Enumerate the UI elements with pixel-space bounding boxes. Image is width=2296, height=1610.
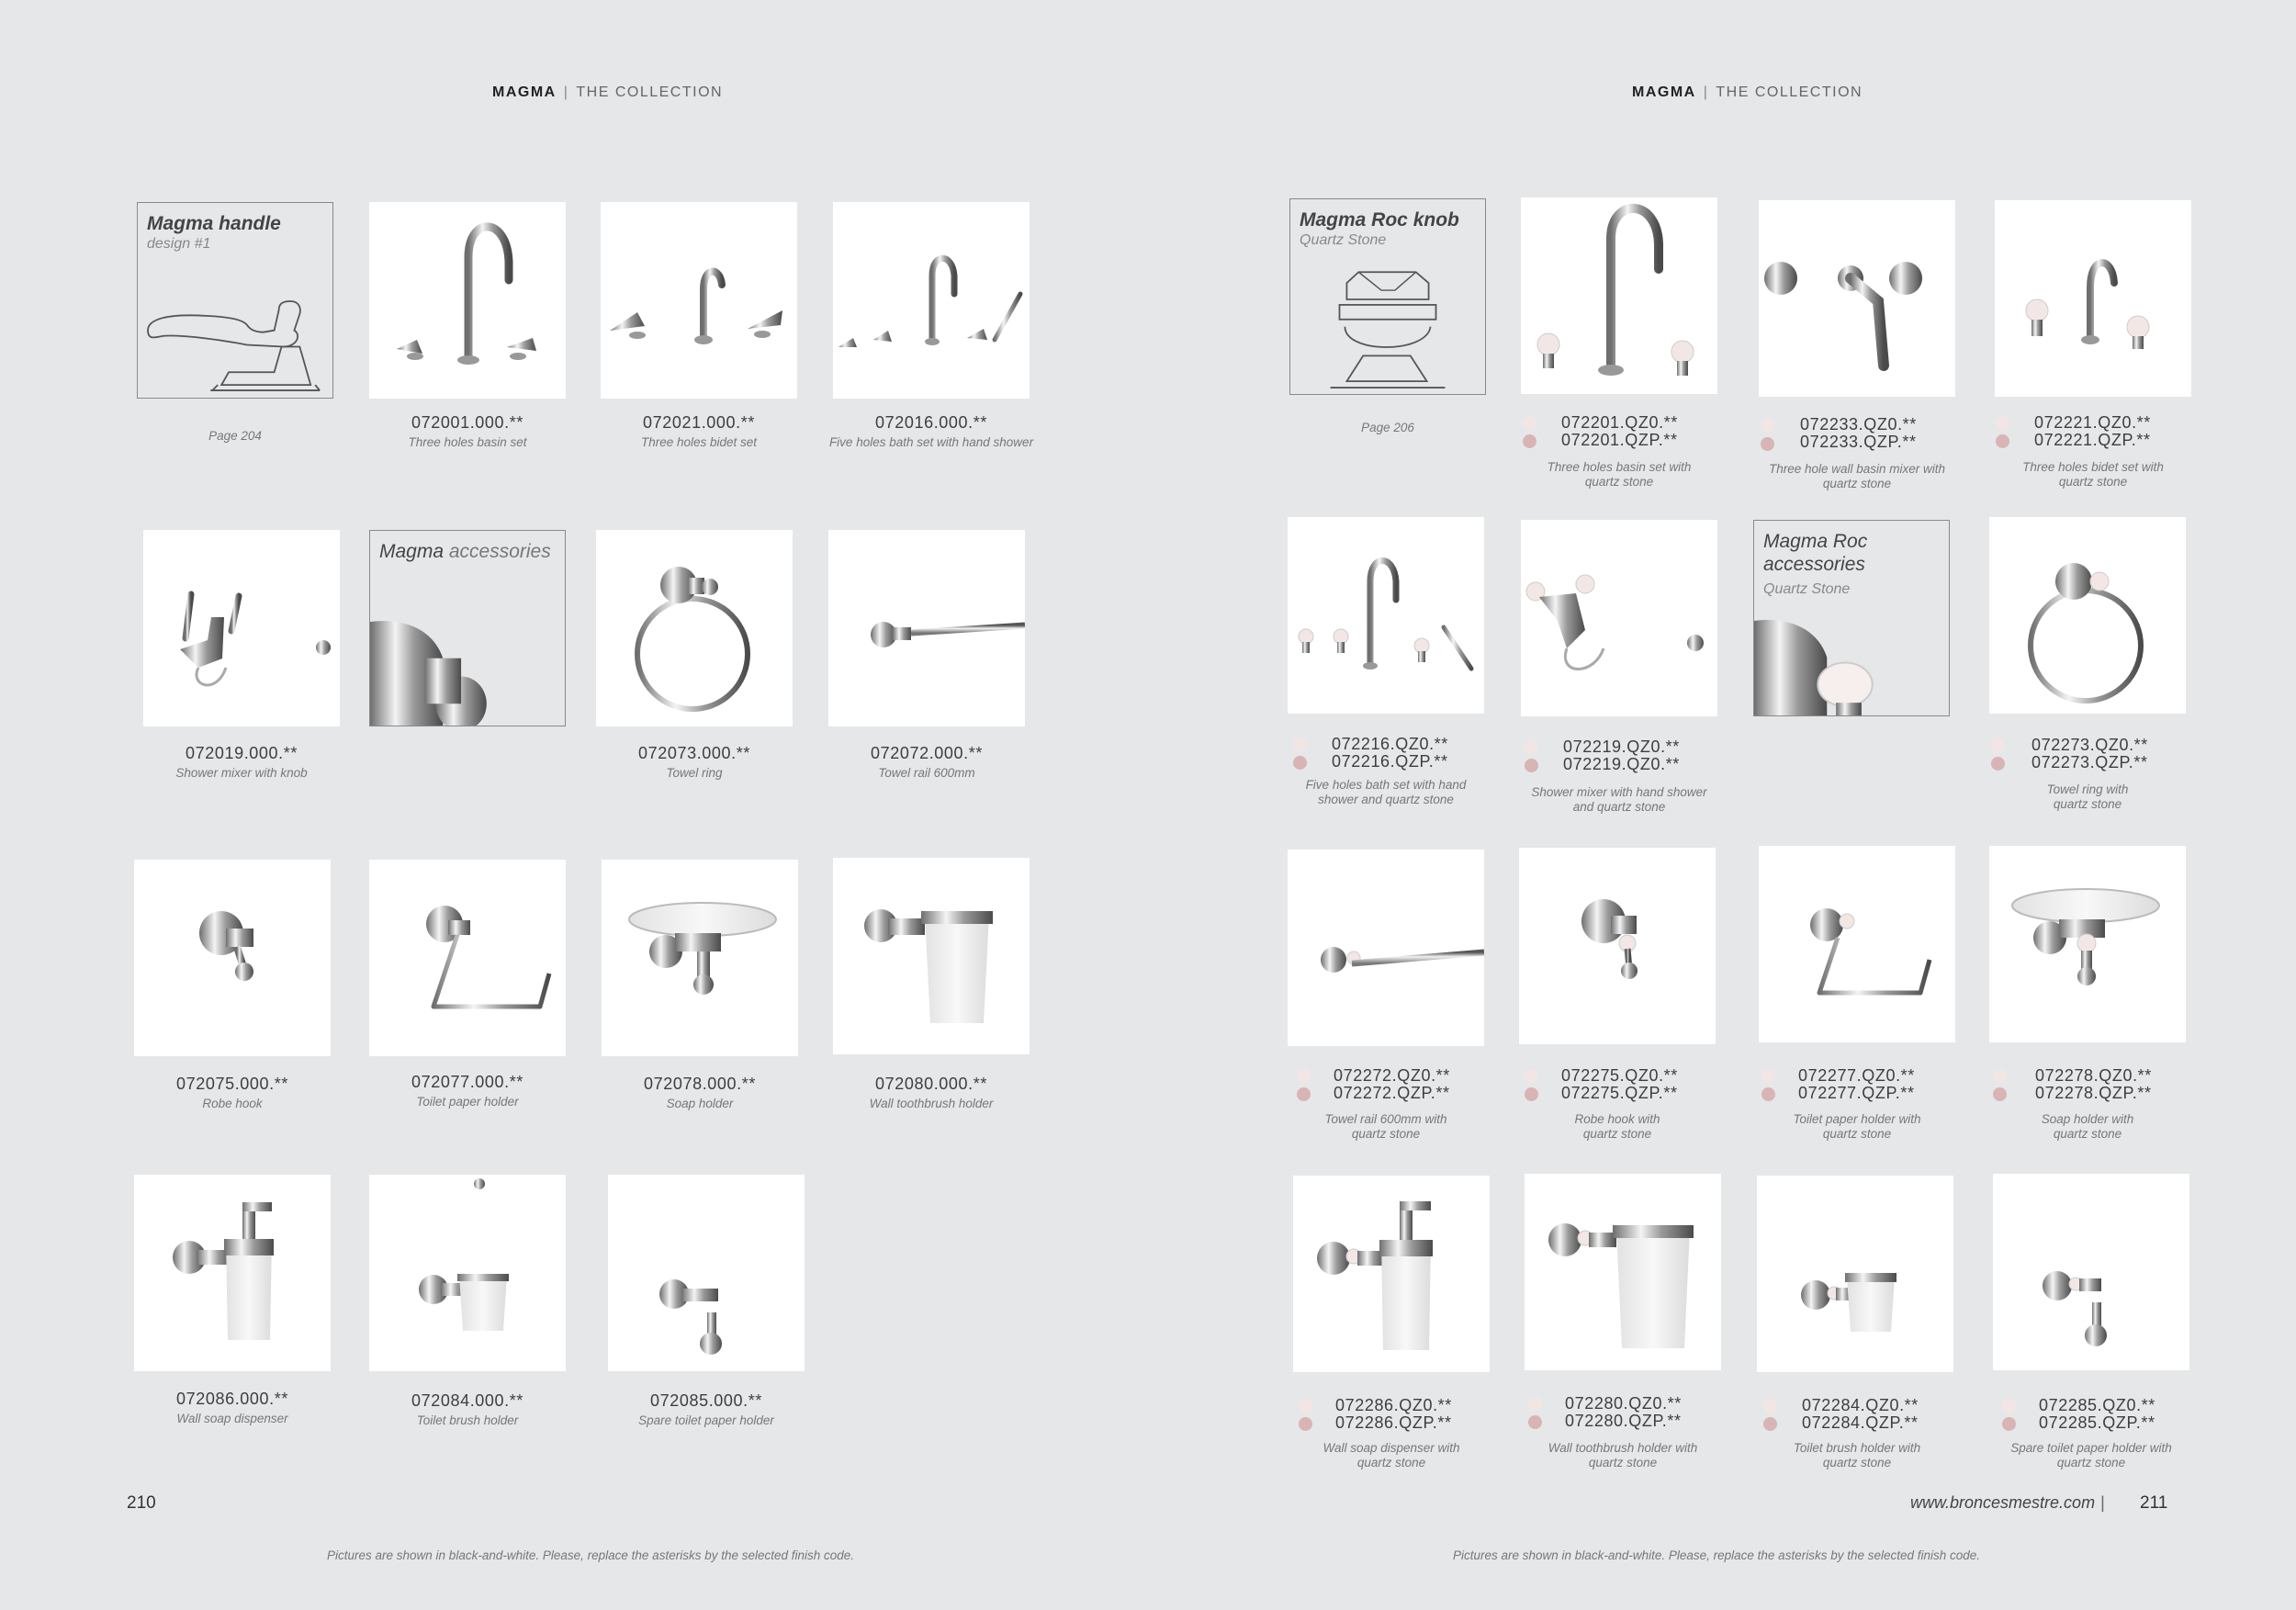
product-desc: Toilet brush holder with quartz stone: [1793, 1441, 1921, 1469]
quartz-light-swatch-icon: [1761, 419, 1774, 433]
product-image[interactable]: [596, 530, 793, 726]
knob-drawing-icon: [1290, 199, 1485, 394]
section-label: THE COLLECTION: [576, 84, 724, 100]
product-code: 072216.QZ0.**: [1332, 735, 1448, 753]
product-code: 072086.000.**: [176, 1390, 288, 1408]
product-desc: Three holes bidet set with quartz stone: [2022, 460, 2164, 489]
quartz-pink-swatch-icon: [2002, 1417, 2016, 1431]
product-image[interactable]: [143, 530, 340, 726]
product-code: 072219.QZ0.**: [1563, 737, 1680, 756]
spare-paper-holder-icon: [608, 1175, 805, 1371]
page-number: 210: [127, 1493, 156, 1513]
product-desc: Robe hook: [202, 1097, 263, 1110]
magma-roc-knob-card[interactable]: [1289, 198, 1486, 395]
product-code: 072273.QZ0.**: [2032, 736, 2148, 754]
product-image[interactable]: [134, 860, 331, 1056]
product-image[interactable]: [369, 1175, 566, 1371]
card-subtitle: Quartz Stone: [1300, 232, 1387, 248]
product-image[interactable]: [369, 860, 566, 1056]
quartz-pink-swatch-icon: [1763, 1417, 1777, 1431]
product-code-qzp: 072277.QZP.**: [1798, 1084, 1915, 1102]
quartz-pink-swatch-icon: [1523, 434, 1536, 448]
quartz-light-swatch-icon: [1297, 1069, 1311, 1083]
product-desc: Wall soap dispenser with quartz stone: [1322, 1441, 1460, 1469]
product-code: 072016.000.**: [875, 413, 987, 432]
quartz-light-swatch-icon: [1528, 1397, 1542, 1411]
soap-holder-icon: [1989, 846, 2186, 1042]
product-image[interactable]: [1288, 517, 1484, 714]
product-image[interactable]: [1521, 197, 1717, 394]
product-desc: Five holes bath set with hand shower and quartz stone: [1305, 778, 1467, 806]
product-code: 072078.000.**: [644, 1075, 756, 1093]
quartz-pink-swatch-icon: [1525, 759, 1538, 772]
product-desc: Toilet paper holder with quartz stone: [1793, 1112, 1921, 1141]
product-code: 072284.QZ0.**: [1802, 1396, 1919, 1414]
product-code: 072286.QZ0.**: [1335, 1396, 1452, 1414]
quartz-light-swatch-icon: [1525, 1069, 1538, 1083]
robe-hook-icon: [134, 860, 331, 1056]
quartz-pink-swatch-icon: [1299, 1417, 1312, 1431]
product-code-qzp: 072286.QZP.**: [1335, 1413, 1452, 1432]
quartz-light-swatch-icon: [1991, 738, 2005, 752]
product-code: 072084.000.**: [411, 1391, 523, 1410]
product-code: 072001.000.**: [411, 413, 523, 432]
product-code-qzp: 072233.QZP.**: [1800, 433, 1917, 451]
card-title: Magma Roc knob: [1300, 209, 1459, 231]
product-image[interactable]: [1519, 848, 1716, 1044]
product-code: 072278.QZ0.**: [2035, 1066, 2152, 1085]
page-reference: Page 206: [1361, 421, 1414, 434]
product-image[interactable]: [1288, 850, 1484, 1046]
bath-set-icon: [833, 202, 1030, 399]
card-title-line1: Magma Roc: [1763, 531, 1868, 552]
basin-set-icon: [1521, 197, 1717, 394]
bath-set-icon: [1288, 517, 1484, 714]
product-desc: Robe hook with quartz stone: [1574, 1112, 1660, 1141]
product-code-qzp: 072219.QZ0.**: [1563, 755, 1680, 773]
product-code: 072077.000.**: [411, 1073, 523, 1091]
quartz-light-swatch-icon: [1993, 1069, 2007, 1083]
product-desc: Towel rail 600mm with quartz stone: [1324, 1112, 1447, 1141]
quartz-light-swatch-icon: [1299, 1399, 1312, 1413]
magma-roc-accessories-card[interactable]: [1753, 520, 1950, 716]
product-desc: Shower mixer with hand shower and quartz stone: [1531, 785, 1707, 814]
magma-accessories-card[interactable]: [369, 530, 566, 726]
product-image[interactable]: [833, 858, 1030, 1054]
product-desc: Shower mixer with knob: [175, 766, 308, 780]
toothbrush-holder-icon: [1525, 1174, 1721, 1370]
card-subtitle: design #1: [147, 236, 211, 252]
product-code: 072201.QZ0.**: [1561, 413, 1678, 432]
toothbrush-holder-icon: [833, 858, 1030, 1054]
product-desc: Towel rail 600mm: [878, 766, 975, 780]
spare-paper-holder-icon: [1993, 1174, 2189, 1370]
wall-basin-mixer-icon: [1759, 200, 1955, 397]
product-desc: Toilet brush holder: [416, 1413, 519, 1427]
brand-label: MAGMA: [492, 84, 557, 100]
product-code: 072019.000.**: [186, 744, 298, 762]
accessory-detail-icon: [370, 531, 565, 726]
quartz-light-swatch-icon: [1525, 740, 1538, 754]
handle-drawing-icon: [138, 203, 332, 398]
product-code-qzp: 072221.QZP.**: [2034, 431, 2151, 449]
product-code-qzp: 072201.QZP.**: [1561, 431, 1678, 449]
product-code: 072080.000.**: [875, 1075, 987, 1093]
product-image[interactable]: [602, 860, 798, 1056]
quartz-light-swatch-icon: [1293, 737, 1307, 751]
product-image[interactable]: [134, 1175, 331, 1371]
product-desc: Three holes basin set: [408, 435, 527, 449]
shower-mixer-icon: [143, 530, 340, 726]
product-code-qzp: 072216.QZP.**: [1332, 752, 1448, 771]
basin-set-icon: [369, 202, 566, 399]
quartz-light-swatch-icon: [1763, 1399, 1777, 1413]
quartz-pink-swatch-icon: [1293, 756, 1307, 770]
toilet-brush-holder-icon: [369, 1175, 566, 1371]
toilet-paper-holder-icon: [1759, 846, 1955, 1042]
soap-dispenser-icon: [1293, 1176, 1490, 1372]
footnote: Pictures are shown in black-and-white. Please, replace the asterisks by the selected finish code.: [1453, 1548, 1981, 1562]
quartz-pink-swatch-icon: [1991, 757, 2005, 771]
product-desc: Spare toilet paper holder: [638, 1413, 774, 1427]
toilet-brush-holder-icon: [1757, 1176, 1953, 1372]
product-image[interactable]: [1759, 200, 1955, 397]
quartz-light-swatch-icon: [2002, 1399, 2016, 1413]
quartz-pink-swatch-icon: [1996, 434, 2009, 448]
brand-label: MAGMA: [1632, 84, 1696, 100]
product-desc: Towel ring: [666, 766, 723, 780]
bidet-set-icon: [1995, 200, 2191, 397]
product-code: 072075.000.**: [176, 1075, 288, 1093]
accessory-detail-icon: [1754, 521, 1949, 715]
card-subtitle: Quartz Stone: [1763, 581, 1851, 597]
product-image[interactable]: [1757, 1176, 1953, 1372]
footnote: Pictures are shown in black-and-white. Please, replace the asterisks by the selected finish code.: [327, 1548, 855, 1562]
product-desc: Soap holder with quartz stone: [2041, 1112, 2134, 1141]
product-image[interactable]: [1759, 846, 1955, 1042]
product-desc: Soap holder: [666, 1097, 734, 1110]
product-code: 072072.000.**: [871, 744, 983, 762]
product-code-qzp: 072275.QZP.**: [1561, 1084, 1678, 1102]
product-image[interactable]: [601, 202, 797, 399]
product-image[interactable]: [833, 202, 1030, 399]
card-title-rest: accessories: [444, 541, 551, 562]
product-code: 072277.QZ0.**: [1798, 1066, 1915, 1085]
page-reference: Page 204: [208, 429, 262, 443]
towel-ring-icon: [1989, 517, 2186, 714]
product-desc: Wall toothbrush holder: [869, 1097, 994, 1110]
quartz-pink-swatch-icon: [1761, 1087, 1775, 1101]
product-code: 072233.QZ0.**: [1800, 415, 1917, 433]
website-link[interactable]: www.broncesmestre.com |: [1910, 1493, 2105, 1512]
product-code-qzp: 072280.QZP.**: [1565, 1412, 1682, 1430]
product-image[interactable]: [1525, 1174, 1721, 1370]
left-header: MAGMA | THE COLLECTION: [492, 84, 724, 100]
product-desc: Wall soap dispenser: [176, 1412, 288, 1425]
product-code: 072073.000.**: [638, 744, 750, 762]
product-image[interactable]: [1293, 1176, 1490, 1372]
product-image[interactable]: [1989, 846, 2186, 1042]
product-desc: Five holes bath set with hand shower: [828, 435, 1034, 449]
product-desc: Three holes basin set with quartz stone: [1547, 460, 1692, 489]
product-code-qzp: 072284.QZP.**: [1802, 1413, 1919, 1432]
product-desc: Three holes bidet set: [640, 435, 758, 449]
product-image[interactable]: [1993, 1174, 2189, 1370]
bidet-set-icon: [601, 202, 797, 399]
product-code: 072272.QZ0.**: [1334, 1066, 1450, 1085]
quartz-pink-swatch-icon: [1525, 1087, 1538, 1101]
section-label: THE COLLECTION: [1716, 84, 1863, 100]
right-header: MAGMA | THE COLLECTION: [1632, 84, 1863, 100]
product-image[interactable]: [1995, 200, 2191, 397]
product-image[interactable]: [369, 202, 566, 399]
product-code: 072285.QZ0.**: [2039, 1396, 2155, 1414]
quartz-light-swatch-icon: [1996, 416, 2009, 430]
quartz-pink-swatch-icon: [1993, 1087, 2007, 1101]
towel-ring-icon: [596, 530, 793, 726]
card-title-bold: Magma: [379, 541, 445, 562]
towel-rail-icon: [1288, 850, 1484, 1046]
quartz-pink-swatch-icon: [1528, 1415, 1542, 1429]
product-desc: Spare toilet paper holder with quartz stone: [2010, 1441, 2172, 1469]
product-image[interactable]: [1521, 520, 1717, 716]
robe-hook-icon: [1519, 848, 1716, 1044]
card-title: Magma handle: [147, 213, 281, 234]
magma-handle-card[interactable]: [137, 202, 333, 399]
soap-holder-icon: [602, 860, 798, 1056]
quartz-light-swatch-icon: [1523, 416, 1536, 430]
page-number: 211: [2140, 1493, 2168, 1513]
product-image[interactable]: [608, 1175, 805, 1371]
card-title-line2: accessories: [1763, 554, 1865, 575]
quartz-pink-swatch-icon: [1761, 437, 1774, 451]
soap-dispenser-icon: [134, 1175, 331, 1371]
product-desc: Three hole wall basin mixer with quartz stone: [1768, 462, 1946, 490]
product-code: 072085.000.**: [650, 1391, 762, 1410]
product-code-qzp: 072273.QZP.**: [2032, 753, 2148, 771]
quartz-light-swatch-icon: [1761, 1069, 1775, 1083]
product-code-qzp: 072278.QZP.**: [2035, 1084, 2152, 1102]
towel-rail-icon: [828, 530, 1025, 726]
product-code: 072275.QZ0.**: [1561, 1066, 1678, 1085]
product-code: 072280.QZ0.**: [1565, 1394, 1682, 1413]
product-desc: Toilet paper holder: [416, 1095, 519, 1109]
product-code-qzp: 072285.QZP.**: [2039, 1413, 2155, 1432]
quartz-pink-swatch-icon: [1297, 1087, 1311, 1101]
product-code: 072221.QZ0.**: [2034, 413, 2151, 432]
product-desc: Towel ring with quartz stone: [2046, 782, 2129, 811]
product-desc: Wall toothbrush holder with quartz stone: [1548, 1441, 1698, 1469]
product-code: 072021.000.**: [643, 413, 755, 432]
toilet-paper-holder-icon: [369, 860, 566, 1056]
product-image[interactable]: [828, 530, 1025, 726]
product-code-qzp: 072272.QZP.**: [1334, 1084, 1450, 1102]
product-image[interactable]: [1989, 517, 2186, 714]
shower-mixer-icon: [1521, 520, 1717, 716]
